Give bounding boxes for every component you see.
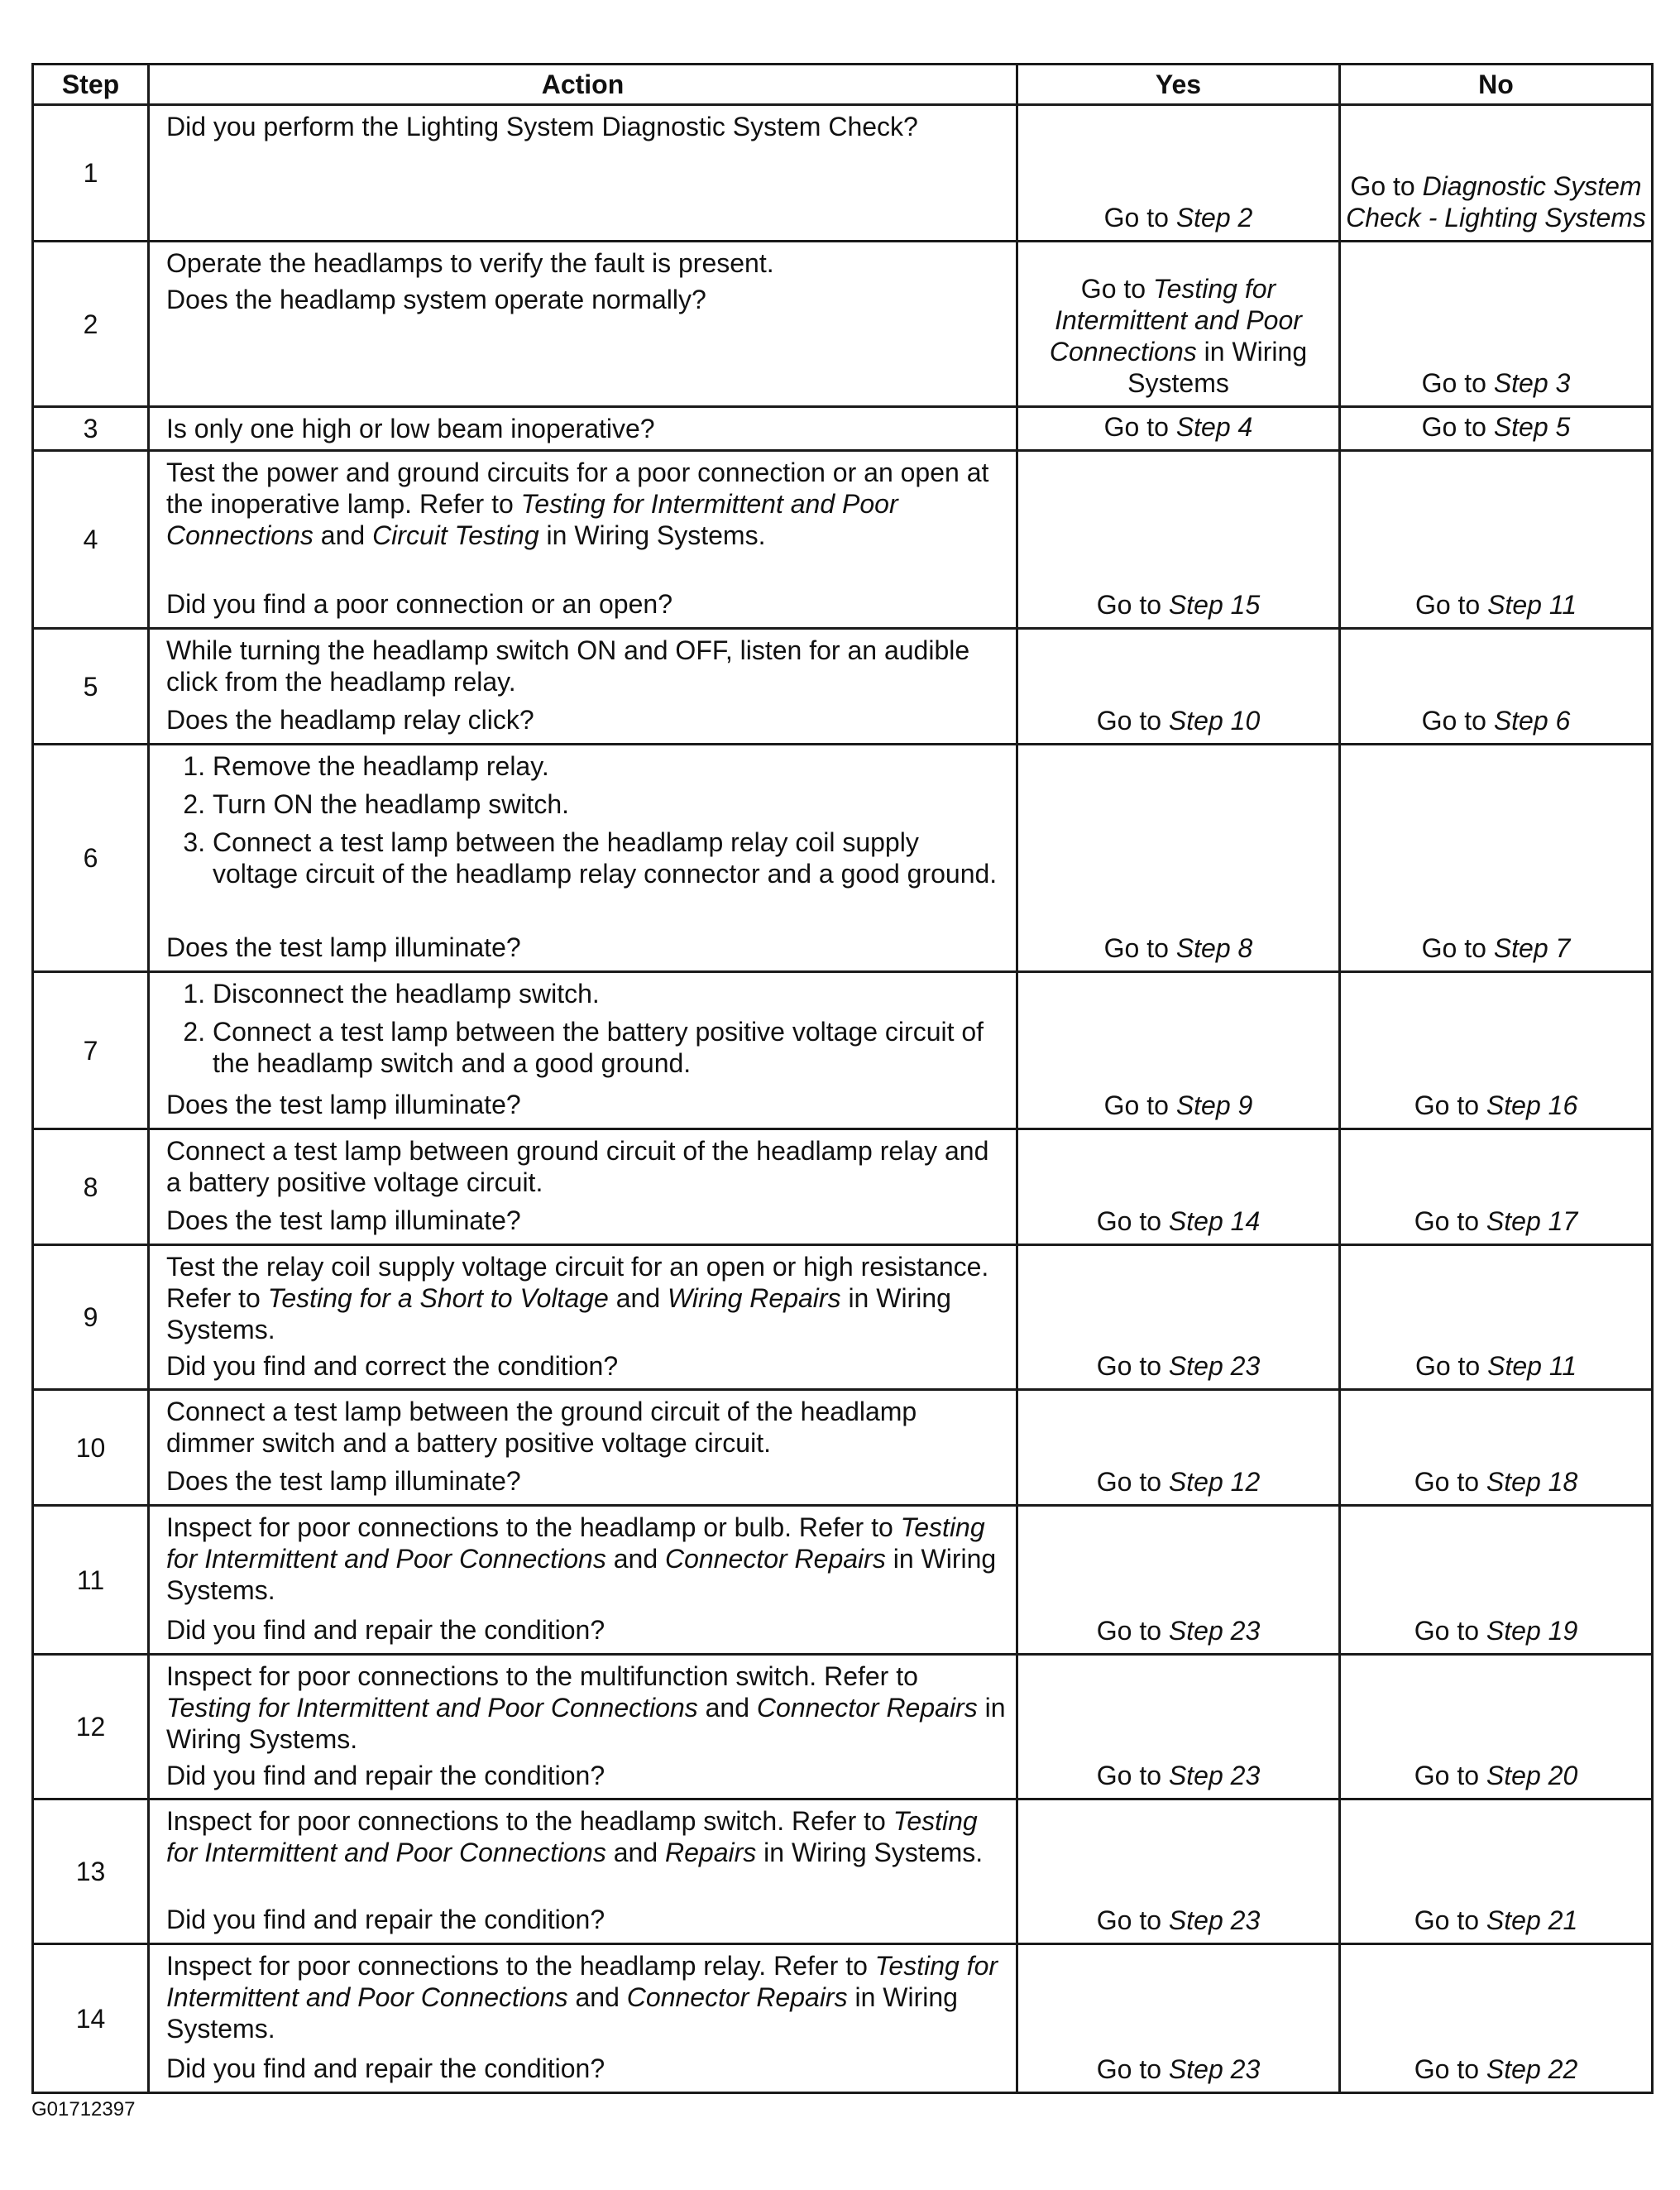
step-number: 6 [33, 745, 149, 972]
yes-cell [1017, 1506, 1340, 1655]
text-run: Go to [1096, 1351, 1169, 1381]
reference-text: Step 17 [1486, 1206, 1578, 1236]
reference-text: Step 23 [1168, 1761, 1261, 1790]
reference-text: Step 23 [1168, 1351, 1261, 1381]
text-run: Go to [1421, 412, 1494, 442]
question-text [166, 284, 1008, 315]
text-run: Did you find and correct the condition? [166, 1351, 619, 1381]
text-run: Go to [1421, 706, 1494, 736]
table-row [33, 972, 1653, 1129]
text-run: Go to [1096, 2054, 1169, 2084]
no-cell [1340, 242, 1653, 407]
action-cell [149, 451, 1017, 629]
action-text [166, 1660, 1008, 1755]
text-run: Is only one high or low beam inoperative? [166, 414, 655, 443]
text-run: and [605, 1838, 666, 1867]
reference-text: Testing for Intermittent and Poor Connections [166, 1951, 998, 2012]
action-cell [149, 1506, 1017, 1655]
text-run: Does the test lamp illuminate? [166, 1090, 521, 1119]
action-cell [149, 105, 1017, 242]
reference-text: Step 11 [1487, 590, 1577, 620]
reference-text: Testing for Intermittent and Poor Connections [166, 1512, 985, 1574]
procedure-list [166, 978, 1008, 1079]
action-text [166, 1512, 1008, 1606]
step-number: 9 [33, 1245, 149, 1390]
reference-text: Circuit Testing [372, 520, 539, 550]
reference-text: Testing for Intermittent and Poor Connections [166, 1806, 978, 1867]
reference-text: Step 23 [1168, 1905, 1261, 1935]
procedure-step: 1. Remove the headlamp relay. [213, 750, 1008, 782]
question-text [166, 2053, 1008, 2084]
text-run: Go to [1096, 590, 1169, 620]
reference-text: Step 8 [1175, 933, 1253, 963]
question-text [166, 1760, 1008, 1791]
step-number: 5 [33, 629, 149, 745]
text-run: and [697, 1693, 757, 1723]
text-run: in Wiring Systems. [756, 1838, 984, 1867]
action-cell [149, 1944, 1017, 2093]
reference-text: Step 12 [1168, 1467, 1261, 1497]
no-cell [1340, 1655, 1653, 1799]
action-cell [149, 1655, 1017, 1799]
yes-cell [1017, 105, 1340, 242]
text-run: Go to [1103, 412, 1176, 442]
table-row [33, 451, 1653, 629]
yes-cell [1017, 629, 1340, 745]
text-run: Go to [1103, 203, 1176, 232]
text-run: Go to [1414, 1905, 1486, 1935]
reference-text: Repairs [665, 1838, 757, 1867]
question-text [166, 1614, 1008, 1646]
action-cell [149, 407, 1017, 451]
action-text [166, 1805, 1008, 1868]
yes-cell [1017, 1799, 1340, 1944]
text-run: Go to [1103, 1090, 1176, 1120]
table-row [33, 1655, 1653, 1799]
reference-text: Step 23 [1168, 2054, 1261, 2084]
no-cell [1340, 1944, 1653, 2093]
reference-text: Step 15 [1168, 590, 1261, 620]
yes-cell [1017, 451, 1340, 629]
action-text [166, 1251, 1008, 1345]
text-run: Does the headlamp system operate normally? [166, 285, 706, 314]
table-row [33, 629, 1653, 745]
text-run: Go to [1421, 368, 1494, 398]
reference-text: Connector Repairs [665, 1544, 886, 1574]
reference-text: Connector Repairs [756, 1693, 978, 1723]
action-column-header: Action [149, 65, 1017, 105]
text-run: Go to [1414, 2054, 1486, 2084]
action-text [166, 1396, 1008, 1459]
text-run: Go to [1096, 1761, 1169, 1790]
yes-cell [1017, 1129, 1340, 1245]
no-cell [1340, 1506, 1653, 1655]
table-row [33, 105, 1653, 242]
question-text [166, 1465, 1008, 1497]
question-text [166, 1904, 1008, 1935]
reference-text: Step 9 [1175, 1090, 1253, 1120]
diagnostic-table [31, 63, 1654, 2094]
text-run: Does the test lamp illuminate? [166, 1466, 521, 1496]
step-number: 12 [33, 1655, 149, 1799]
step-number: 14 [33, 1944, 149, 2093]
text-run: Did you find a poor connection or an open? [166, 589, 672, 619]
reference-text: Step 10 [1168, 706, 1261, 736]
reference-text: Step 7 [1493, 933, 1571, 963]
table-row [33, 1506, 1653, 1655]
table-row [33, 1799, 1653, 1944]
question-text [166, 588, 1008, 620]
text-run: in Wiring Systems. [166, 1544, 997, 1605]
text-run: in Wiring Systems. [538, 520, 766, 550]
table-row [33, 1944, 1653, 2093]
text-run: Go to [1414, 1761, 1486, 1790]
action-cell [149, 242, 1017, 407]
no-cell [1340, 451, 1653, 629]
no-cell [1340, 629, 1653, 745]
reference-text: Testing for Intermittent and Poor Connections [166, 1693, 698, 1723]
no-cell [1340, 745, 1653, 972]
action-text [166, 635, 1008, 697]
reference-text: Step 11 [1487, 1351, 1577, 1381]
yes-cell [1017, 1245, 1340, 1390]
text-run: Go to [1414, 1090, 1486, 1120]
text-run: Test the relay coil supply voltage circuit for an open or high resistance. Refer to [166, 1252, 989, 1313]
reference-text: Step 16 [1486, 1090, 1578, 1120]
step-number: 10 [33, 1390, 149, 1506]
action-cell [149, 1799, 1017, 1944]
text-run: Inspect for poor connections to the headlamp relay. Refer to [166, 1951, 875, 1981]
reference-text: Diagnostic System Check - Lighting Systems [1346, 171, 1646, 232]
figure-id-caption: G01712397 [31, 2098, 136, 2121]
text-run: Connect a test lamp between ground circuit of the headlamp relay and a battery positive voltage circuit. [166, 1136, 989, 1197]
text-run: in Wiring Systems. [166, 1283, 951, 1344]
reference-text: Testing for Intermittent and Poor Connections [1049, 274, 1302, 367]
reference-text: Step 20 [1486, 1761, 1578, 1790]
text-run: Connect a test lamp between the ground circuit of the headlamp dimmer switch and a battery positive voltage circuit. [166, 1397, 917, 1458]
text-run: Go to [1414, 590, 1488, 620]
text-run: Inspect for poor connections to the headlamp or bulb. Refer to [166, 1512, 901, 1542]
action-cell [149, 972, 1017, 1129]
action-text [166, 457, 1008, 551]
action-text [166, 1950, 1008, 2044]
reference-text: Step 19 [1486, 1616, 1578, 1646]
no-cell [1340, 105, 1653, 242]
text-run: Go to [1096, 1905, 1169, 1935]
text-run: and [605, 1544, 666, 1574]
action-text [166, 413, 1008, 444]
procedure-list [166, 750, 1008, 889]
text-run: Go to [1080, 274, 1153, 304]
text-run: Does the headlamp relay click? [166, 705, 534, 735]
step-number: 4 [33, 451, 149, 629]
reference-text: Connector Repairs [626, 1982, 848, 2012]
reference-text: Step 5 [1493, 412, 1571, 442]
text-run: Go to [1414, 1206, 1486, 1236]
question-text [166, 1350, 1008, 1382]
reference-text: Step 6 [1493, 706, 1571, 736]
text-run: While turning the headlamp switch ON and OFF, listen for an audible click from the headlamp relay. [166, 635, 970, 697]
text-run: Go to [1096, 1467, 1169, 1497]
step-number: 13 [33, 1799, 149, 1944]
yes-cell [1017, 1390, 1340, 1506]
step-number: 7 [33, 972, 149, 1129]
table-row [33, 1129, 1653, 1245]
yes-cell [1017, 242, 1340, 407]
step-number: 1 [33, 105, 149, 242]
text-run: Inspect for poor connections to the headlamp switch. Refer to [166, 1806, 893, 1836]
no-cell [1340, 1799, 1653, 1944]
yes-column-header: Yes [1017, 65, 1340, 105]
table-row [33, 1245, 1653, 1390]
table-row [33, 745, 1653, 972]
text-run: in Wiring Systems. [166, 1693, 1006, 1754]
reference-text: Step 18 [1486, 1467, 1578, 1497]
table-row [33, 242, 1653, 407]
text-run: Does the test lamp illuminate? [166, 932, 521, 962]
text-run: Did you find and repair the condition? [166, 2053, 605, 2083]
reference-text: Step 4 [1175, 412, 1253, 442]
question-text [166, 1205, 1008, 1236]
table-row [33, 1390, 1653, 1506]
reference-text: Step 3 [1493, 368, 1571, 398]
text-run: Operate the headlamps to verify the fault is present. [166, 248, 774, 278]
reference-text: Step 23 [1168, 1616, 1261, 1646]
step-number: 2 [33, 242, 149, 407]
text-run: Inspect for poor connections to the multifunction switch. Refer to [166, 1661, 918, 1691]
step-number: 11 [33, 1506, 149, 1655]
text-run: Go to [1096, 706, 1169, 736]
action-text [166, 247, 1008, 279]
no-cell [1340, 1245, 1653, 1390]
text-run: Go to [1414, 1467, 1486, 1497]
yes-cell [1017, 1655, 1340, 1799]
table-body [33, 105, 1653, 2093]
procedure-step: 1. Disconnect the headlamp switch. [213, 978, 1008, 1009]
text-run: Did you find and repair the condition? [166, 1615, 605, 1645]
no-cell [1340, 972, 1653, 1129]
reference-text: Step 2 [1175, 203, 1253, 232]
yes-cell [1017, 972, 1340, 1129]
no-column-header: No [1340, 65, 1653, 105]
procedure-step: 3. Connect a test lamp between the headlamp relay coil supply voltage circuit of the headlamp relay connector and a good ground. [213, 827, 1008, 889]
no-cell [1340, 1129, 1653, 1245]
action-cell [149, 1245, 1017, 1390]
action-cell [149, 629, 1017, 745]
text-run: Did you find and repair the condition? [166, 1761, 605, 1790]
text-run: and [608, 1283, 668, 1313]
table-header-row [33, 65, 1653, 105]
text-run: Did you find and repair the condition? [166, 1905, 605, 1934]
text-run: in Wiring Systems. [166, 1982, 958, 2044]
reference-text: Testing for Intermittent and Poor Connections [166, 489, 898, 550]
diagnostic-table-container [31, 63, 1651, 2094]
text-run: and [567, 1982, 627, 2012]
reference-text: Testing for a Short to Voltage [267, 1283, 609, 1313]
reference-text: Step 21 [1486, 1905, 1578, 1935]
yes-cell [1017, 745, 1340, 972]
action-cell [149, 745, 1017, 972]
text-run: Go to [1096, 1616, 1169, 1646]
step-number: 8 [33, 1129, 149, 1245]
question-text [166, 932, 1008, 963]
procedure-step: 2. Turn ON the headlamp switch. [213, 788, 1008, 820]
text-run: Go to [1350, 171, 1423, 201]
action-cell [149, 1129, 1017, 1245]
text-run: in Wiring Systems [1127, 337, 1308, 398]
reference-text: Step 14 [1168, 1206, 1261, 1236]
text-run: Did you perform the Lighting System Diagnostic System Check? [166, 112, 918, 141]
text-run: Does the test lamp illuminate? [166, 1205, 521, 1235]
yes-cell [1017, 1944, 1340, 2093]
no-cell [1340, 1390, 1653, 1506]
no-cell [1340, 407, 1653, 451]
table-row [33, 407, 1653, 451]
action-text [166, 111, 1008, 142]
text-run: Test the power and ground circuits for a poor connection or an open at the inoperative lamp. Refer to [166, 458, 989, 519]
reference-text: Wiring Repairs [668, 1283, 841, 1313]
text-run: Go to [1103, 933, 1176, 963]
text-run: Go to [1421, 933, 1494, 963]
question-text [166, 1089, 1008, 1120]
action-text [166, 1135, 1008, 1198]
step-number: 3 [33, 407, 149, 451]
text-run: Go to [1414, 1351, 1488, 1381]
text-run: and [313, 520, 373, 550]
step-column-header: Step [33, 65, 149, 105]
reference-text: Step 22 [1486, 2054, 1578, 2084]
procedure-step: 2. Connect a test lamp between the battery positive voltage circuit of the headlamp switch and a good ground. [213, 1016, 1008, 1079]
text-run: Go to [1414, 1616, 1486, 1646]
action-cell [149, 1390, 1017, 1506]
yes-cell [1017, 407, 1340, 451]
question-text [166, 704, 1008, 736]
text-run: Go to [1096, 1206, 1169, 1236]
